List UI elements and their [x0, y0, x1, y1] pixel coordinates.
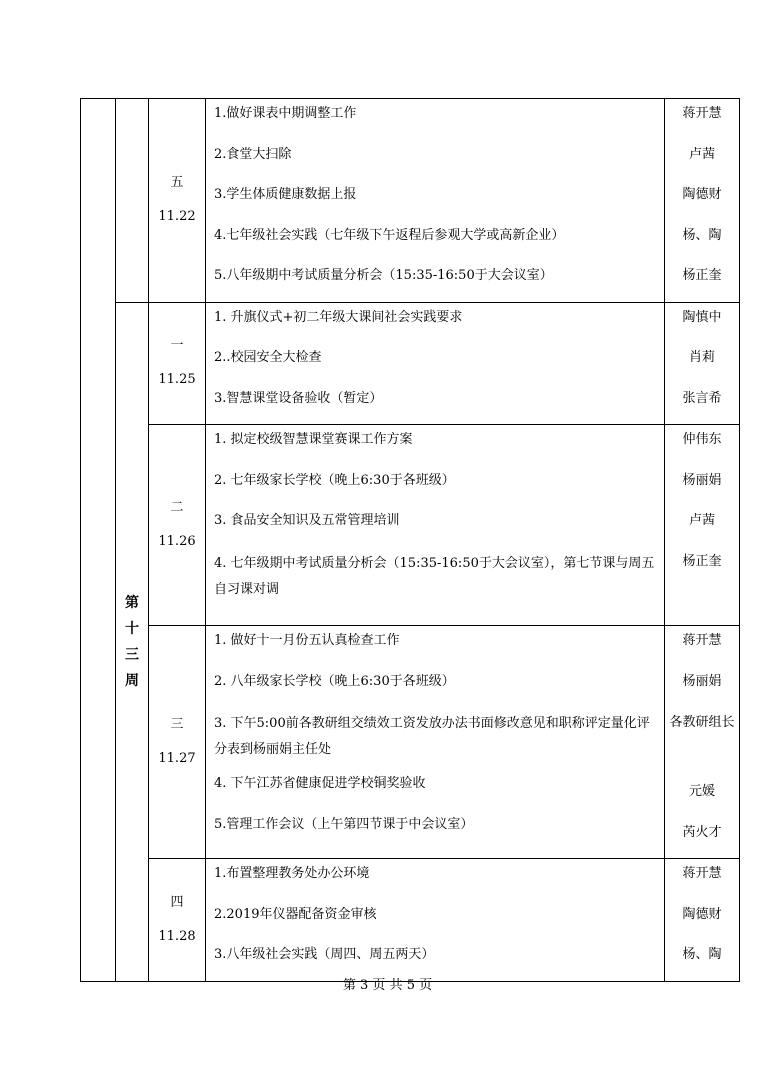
person-name: 芮火才: [682, 824, 722, 840]
person-name: 各教研组长: [669, 715, 735, 730]
person-name: 元媛: [688, 784, 715, 799]
people-cell: [665, 302, 740, 425]
date-label: 11.25: [158, 372, 196, 388]
tasks-cell: [206, 99, 665, 303]
person-name: 杨丽娟: [682, 673, 722, 689]
day-cell: [149, 302, 206, 425]
person-name: 张言希: [682, 390, 722, 406]
person-name: 杨正奎: [682, 268, 722, 283]
day-cell: [149, 425, 206, 626]
task-item: 1.做好课表中期调整工作: [214, 106, 357, 121]
week-label-cell: [116, 302, 149, 981]
tasks-cell: [206, 859, 665, 982]
person-name: 肖莉: [688, 350, 715, 365]
task-item: 4. 下午江苏省健康促进学校铜奖验收: [214, 776, 426, 791]
table-row: [81, 626, 740, 859]
people-cell: [665, 626, 740, 859]
date-label: 11.27: [158, 751, 196, 766]
person-name: 卢茜: [688, 513, 715, 528]
person-name: 杨正奎: [682, 553, 722, 569]
task-item: 1. 拟定校级智慧课堂赛课工作方案: [214, 432, 413, 447]
task-item: 3.八年级社会实践（周四、周五两天）: [214, 947, 435, 962]
week-label-char: 十: [125, 620, 139, 637]
task-item: 5.八年级期中考试质量分析会（15:35-16:50于大会议室）: [214, 268, 553, 283]
week-label-char: 周: [125, 672, 139, 689]
task-item: 3. 食品安全知识及五常管理培训: [214, 513, 400, 528]
task-item: 2.食堂大扫除: [214, 146, 292, 162]
page-number: 第 3 页 共 5 页: [342, 978, 433, 993]
people-cell: [665, 99, 740, 303]
person-name: 杨、陶: [682, 947, 722, 962]
task-item: 2.2019年仪器配备资金审核: [214, 906, 377, 922]
people-cell: [665, 425, 740, 626]
day-cell: [149, 859, 206, 982]
task-item: 1.布置整理教务处办公环境: [214, 866, 370, 881]
person-name: 杨丽娟: [682, 472, 722, 488]
person-name: 陶德财: [682, 187, 722, 202]
table-row: [81, 859, 740, 982]
person-name: 蒋开慧: [682, 633, 722, 648]
day-cell: [149, 626, 206, 859]
day-label: 五: [170, 175, 184, 191]
date-label: 11.26: [158, 534, 196, 549]
blank-column: [81, 99, 116, 982]
tasks-cell: [206, 425, 665, 626]
task-item: 3. 下午5:00前各教研组交绩效工资发放办法书面修改意见和职称评定量化评分表到杨丽娟主任处: [214, 716, 650, 757]
person-name: 蒋开慧: [682, 866, 722, 881]
task-item: 3.学生体质健康数据上报: [214, 187, 357, 202]
week-label-char: 第: [125, 594, 139, 611]
week-cell-previous: [116, 99, 149, 303]
task-item: 1. 做好十一月份五认真检查工作: [214, 633, 400, 648]
schedule-table: [80, 98, 740, 982]
day-label: 一: [170, 338, 184, 354]
day-label: 四: [170, 894, 184, 910]
task-item: 1. 升旗仪式+初二年级大课间社会实践要求: [214, 309, 463, 325]
person-name: 卢茜: [688, 146, 715, 162]
task-item: 4.七年级社会实践（七年级下午返程后参观大学或高新企业）: [214, 227, 565, 243]
table-row: [81, 99, 740, 303]
person-name: 陶慎中: [682, 309, 722, 325]
task-item: 2. 八年级家长学校（晚上6:30于各班级）: [214, 673, 455, 689]
task-item: 5.管理工作会议（上午第四节课于中会议室）: [214, 816, 474, 832]
tasks-cell: [206, 626, 665, 859]
day-label: 二: [170, 500, 184, 515]
week-label-char: 三: [125, 646, 139, 663]
day-cell: [149, 99, 206, 303]
task-item: 3.智慧课堂设备验收（暂定）: [214, 390, 383, 406]
day-label: 三: [170, 717, 184, 732]
task-item: 4. 七年级期中考试质量分析会（15:35-16:50于大会议室），第七节课与周五自习课对调: [214, 555, 655, 597]
date-label: 11.28: [158, 928, 196, 944]
tasks-cell: [206, 302, 665, 425]
task-item: 2..校园安全大检查: [214, 350, 322, 365]
table-row: [81, 425, 740, 626]
table-row: [81, 302, 740, 425]
person-name: 陶德财: [682, 906, 722, 922]
task-item: 2. 七年级家长学校（晚上6:30于各班级）: [214, 472, 455, 488]
date-label: 11.22: [158, 209, 196, 225]
person-name: 仲伟东: [682, 432, 722, 447]
people-cell: [665, 859, 740, 982]
person-name: 蒋开慧: [682, 106, 722, 121]
person-name: 杨、陶: [682, 227, 722, 243]
